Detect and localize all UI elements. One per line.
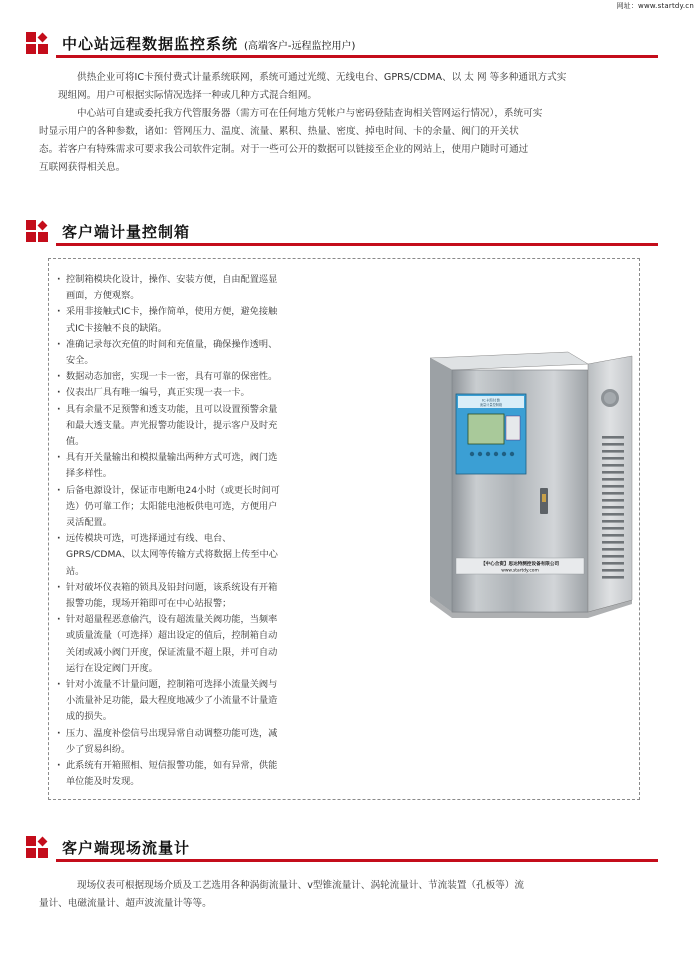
feature-line: 选）仍可靠工作；太阳能电池板供电可选，方便用户 — [66, 500, 278, 512]
section-divider — [56, 55, 658, 58]
feature-line: 关闭或减小阀门开度，保证流量不超上限，并可自动 — [66, 646, 278, 658]
section-title — [62, 33, 355, 54]
feature-item — [56, 369, 340, 385]
panel-title: IC卡预付费 — [482, 398, 500, 403]
brand-logo-icon — [26, 836, 48, 858]
feature-item — [56, 402, 340, 451]
feature-line: 或质量流量（可选择）超出设定的值后，控制箱自动 — [66, 630, 278, 642]
text-line: 互联网获得相关息。 — [39, 162, 126, 173]
feature-line: 运行在设定阀门开度。 — [66, 662, 158, 674]
intro-paragraph-1 — [58, 69, 632, 105]
feature-item — [56, 612, 340, 677]
feature-item — [56, 337, 340, 369]
intro-paragraph-2 — [39, 105, 632, 177]
feature-line: 灵活配置。 — [66, 517, 112, 529]
feature-line: · 控制箱模块化设计，操作、安装方便，自由配置巡显 — [66, 274, 278, 285]
feature-line: · 仪表出厂具有唯一编号，真正实现一表一卡。 — [66, 387, 250, 399]
vent-slots — [602, 436, 624, 579]
brand-logo-icon — [26, 32, 48, 54]
feature-line: 安全。 — [66, 355, 94, 367]
feature-line: 式IC卡接触不良的缺陷。 — [66, 322, 167, 334]
section-divider — [56, 859, 658, 862]
feature-line: · 此系统有开箱照相、短信报警功能，如有异常，供能 — [66, 760, 278, 772]
nameplate-url: www.startdy.com — [501, 568, 539, 574]
feature-list — [56, 272, 340, 791]
text-line: 现组网。用户可根据实际情况选择一种或几种方式混合组网。 — [58, 90, 318, 101]
feature-line: · 具有开关量输出和模拟量输出两种方式可选，阀门选 — [66, 452, 278, 464]
feature-item — [56, 677, 340, 726]
section-subtitle: (高端客户-远程监控用户) — [244, 41, 356, 52]
control-cabinet-image — [428, 350, 634, 626]
section-title-text: 中心站远程数据监控系统 — [62, 35, 239, 53]
feature-line: 少了贸易纠纷。 — [66, 743, 131, 755]
feature-line: · 针对超量程恶意偷汽，设有超流量关阀功能，当频率 — [66, 614, 278, 626]
feature-line: · 远传模块可选，可选择通过有线、电台、 — [66, 533, 232, 545]
brand-logo-icon — [26, 220, 48, 242]
website-url[interactable]: 网址：www.startdy.cn — [616, 2, 694, 10]
flowmeter-paragraph — [39, 877, 632, 913]
feature-line: 报警功能，现场开箱即可在中心站报警； — [66, 598, 232, 610]
feature-item — [56, 385, 340, 401]
feature-line: 和最大透支量。声光报警功能设计，提示客户及时充 — [66, 419, 278, 431]
feature-line: 成的损失。 — [66, 711, 112, 723]
lcd-screen — [468, 414, 504, 444]
feature-item — [56, 483, 340, 532]
feature-line: · 采用非接触式IC卡，操作简单，使用方便，避免接触 — [66, 306, 278, 318]
feature-item — [56, 272, 340, 304]
feature-item — [56, 726, 340, 758]
text-line: 现场仪表可根据现场介质及工艺选用各种涡街流量计、v型锥流量计、涡轮流量计、节流装置（孔板等）流 — [77, 880, 524, 891]
feature-line: 站。 — [66, 565, 85, 577]
section-header-remote-monitoring — [26, 32, 658, 54]
feature-line: 择多样性。 — [66, 468, 112, 480]
text-line: 态。若客户有特殊需求可要求我公司软件定制。对于一些可公开的数据可以链接至企业的网站上，使用户随时可通过 — [39, 144, 529, 155]
feature-line: · 针对小流量不计量问题，控制箱可选择小流量关阀与 — [66, 679, 278, 691]
feature-line: 单位能及时发现。 — [66, 776, 140, 788]
feature-item — [56, 580, 340, 612]
section-header-control-box — [26, 220, 658, 242]
feature-line: · 准确记录每次充值的时间和充值量，确保操作透明、 — [66, 338, 278, 350]
feature-line: 小流量补足功能，最大程度地减少了小流量不计量造 — [66, 695, 278, 707]
section-title: 客户端计量控制箱 — [62, 223, 191, 241]
feature-line: · 针对破坏仪表箱的锁具及铅封问题，该系统设有开箱 — [66, 581, 278, 593]
feature-line: · 数据动态加密，实现一卡一密，具有可靠的保密性。 — [66, 371, 278, 383]
feature-line: 值。 — [66, 436, 85, 448]
feature-line: · 具有余量不足预警和透支功能，且可以设置预警余量 — [66, 403, 278, 415]
nameplate-company: 【中心合资】思达特测控设备有限公司 — [480, 562, 560, 567]
feature-item — [56, 450, 340, 482]
feature-item — [56, 304, 340, 336]
feature-item — [56, 531, 340, 580]
text-line: 中心站可自建或委托我方代管服务器（需方可在任何地方凭帐户与密码登陆查询相关管网运行情况），系统可实 — [77, 108, 543, 119]
feature-item — [56, 758, 340, 790]
section-header-flowmeter — [26, 836, 658, 858]
feature-line: · 压力、温度补偿信号出现异常自动调整功能可选，减 — [66, 727, 278, 739]
feature-line: 画面，方便观察。 — [66, 290, 140, 302]
section-title: 客户端现场流量计 — [62, 839, 191, 857]
text-line: 量计、电磁流量计、超声波流量计等等。 — [39, 898, 212, 909]
text-line: 时显示用户的各种参数，诸如：管网压力、温度、流量、累积、热量、密度、掉电时间、卡的余量、阀门的开关状 — [39, 126, 519, 137]
section-divider — [56, 243, 658, 246]
feature-line: GPRS/CDMA、以太网等传输方式将数据上传至中心 — [66, 549, 278, 561]
card-slot-icon — [506, 416, 520, 440]
panel-subtitle: 流量计量控制箱 — [479, 403, 503, 407]
text-line: 供热企业可将IC卡预付费式计量系统联网，系统可通过光缆、无线电台、GPRS/CDMA、以 太 网 等多种通讯方式实 — [77, 72, 567, 83]
feature-line: · 后备电源设计，保证市电断电24小时（或更长时间可 — [66, 484, 280, 496]
